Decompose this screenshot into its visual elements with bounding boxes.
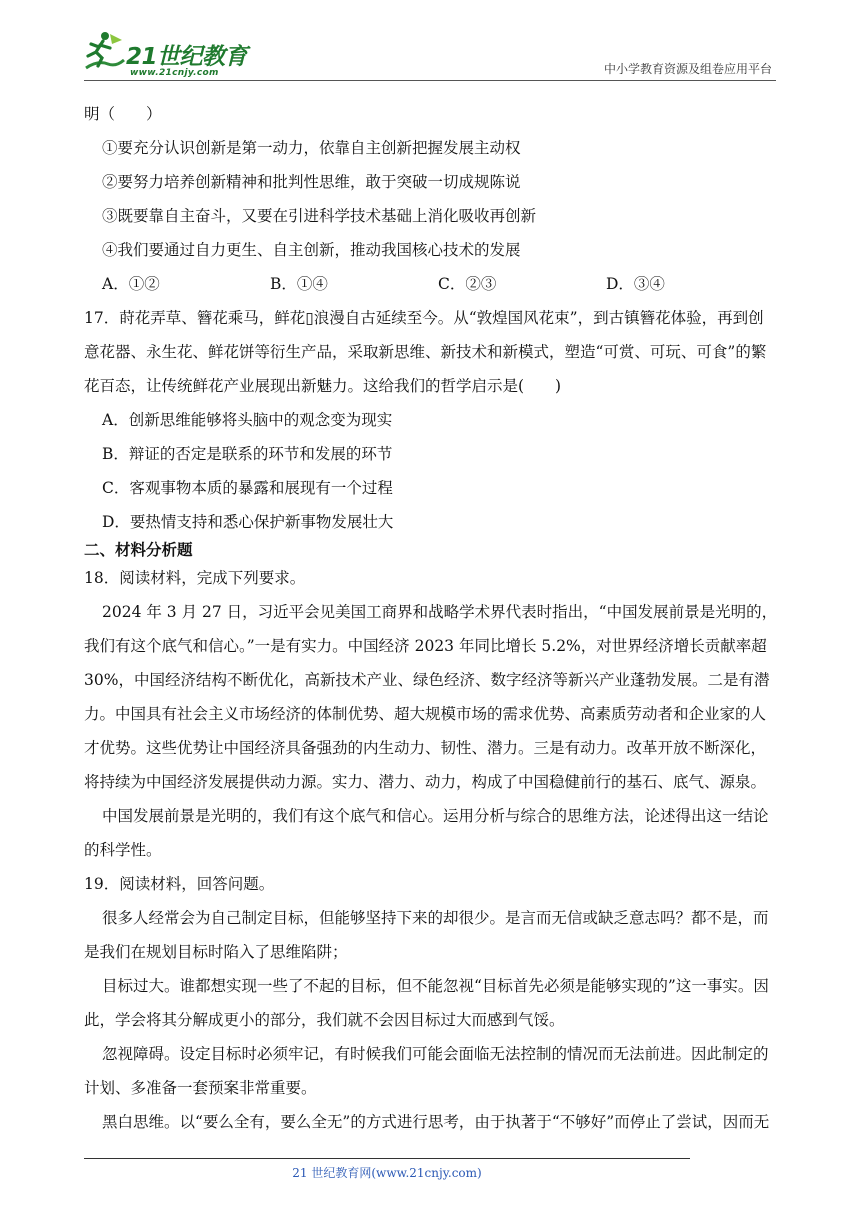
logo-text: 21世纪教育 [126,44,248,70]
q18-material-line: 力。中国具有社会主义市场经济的体制优势、超大规模市场的需求优势、高素质劳动者和企业家的人 [84,705,767,723]
q19-material-line: 是我们在规划目标时陷入了思维陷阱； [84,943,348,961]
q19-material-line: 此，学会将其分解成更小的部分，我们就不会因目标过大而感到气馁。 [84,1011,565,1029]
q17-option-b: B．辩证的否定是联系的环节和发展的环节 [102,445,393,463]
q19-material-line: 目标过大。谁都想实现一些了不起的目标，但不能忽视“目标首先必须是能够实现的”这一事实。因 [102,977,769,995]
q17-option-c: C．客观事物本质的暴露和展现有一个过程 [102,479,393,497]
q16-option-a: A．①② [102,275,160,293]
q18-stem: 18．阅读材料，完成下列要求。 [84,569,306,587]
q16-option-d: D．③④ [606,275,665,293]
q19-material-line: 忽视障碍。设定目标时必须牢记，有时候我们可能会面临无法控制的情况而无法前进。因此制定的 [102,1045,769,1063]
q19-stem: 19．阅读材料，回答问题。 [84,875,275,893]
site-logo[interactable] [78,30,253,78]
q19-material-line: 黑白思维。以“要么全有，要么全无”的方式进行思考，由于执著于“不够好”而停止了尝试，因而无 [102,1113,770,1131]
q17-option-d: D．要热情支持和悉心保护新事物发展壮大 [102,513,394,531]
q18-material-line: 将持续为中国经济发展提供动力源。实力、潜力、动力，构成了中国稳健前行的基石、底气、源泉。 [84,773,767,791]
q18-material-line: 30%，中国经济结构不断优化，高新技术产业、绿色经济、数字经济等新兴产业蓬勃发展。二是有潜 [84,671,770,689]
logo-url: www.21cnjy.com [130,68,219,78]
q16-option-c: C．②③ [438,275,497,293]
q18-material-line: 2024 年 3 月 27 日，习近平会见美国工商界和战略学术界代表时指出，“中国发展前景是光明的， [102,603,778,621]
q18-question-line: 的科学性。 [84,841,162,859]
q19-material-line: 计划、多准备一套预案非常重要。 [84,1079,317,1097]
q17-option-a: A．创新思维能够将头脑中的观念变为现实 [102,411,393,429]
platform-tagline: 中小学教育资源及组卷应用平台 [603,62,772,76]
runner-logo-icon [78,30,128,74]
footer-source[interactable]: 21 世纪教育网(www.21cnjy.com) [292,1166,482,1180]
page-header [0,0,860,82]
q17-stem-line: 花百态，让传统鲜花产业展现出新魅力。这给我们的哲学启示是( ) [84,377,562,395]
q16-stem-tail: 明（ ） [84,105,162,123]
q16-options [102,274,665,294]
section-title: 二、材料分析题 [84,541,193,559]
q16-item: ④我们要通过自力更生、自主创新，推动我国核心技术的发展 [102,241,521,259]
q19-material-line: 很多人经常会为自己制定目标，但能够坚持下来的却很少。是言而无信或缺乏意志吗？都不是，而 [102,909,769,927]
q18-material-line: 我们有这个底气和信心。”一是有实力。中国经济 2023 年同比增长 5.2%，对世界经济增长贡献率超 [84,637,767,655]
header-divider [84,80,776,81]
q17-stem-line: 17．莳花弄草、簪花乘马，鲜花▯浪漫自古延续至今。从“敦煌国风花束”，到古镇簪花体验，再到创 [84,309,764,327]
footer-divider [84,1158,690,1159]
q16-item: ②要努力培养创新精神和批判性思维，敢于突破一切成规陈说 [102,173,521,191]
q18-material-line: 才优势。这些优势让中国经济具备强劲的内生动力、韧性、潜力。三是有动力。改革开放不断深化， [84,739,767,757]
q17-stem-line: 意花器、永生花、鲜花饼等衍生产品，采取新思维、新技术和新模式，塑造“可赏、可玩、可食”的繁 [84,343,767,361]
q18-question-line: 中国发展前景是光明的，我们有这个底气和信心。运用分析与综合的思维方法，论述得出这一结论 [102,807,769,825]
q16-option-b: B．①④ [270,275,328,293]
q16-item: ①要充分认识创新是第一动力，依靠自主创新把握发展主动权 [102,139,521,157]
q16-item: ③既要靠自主奋斗，又要在引进科学技术基础上消化吸收再创新 [102,207,537,225]
